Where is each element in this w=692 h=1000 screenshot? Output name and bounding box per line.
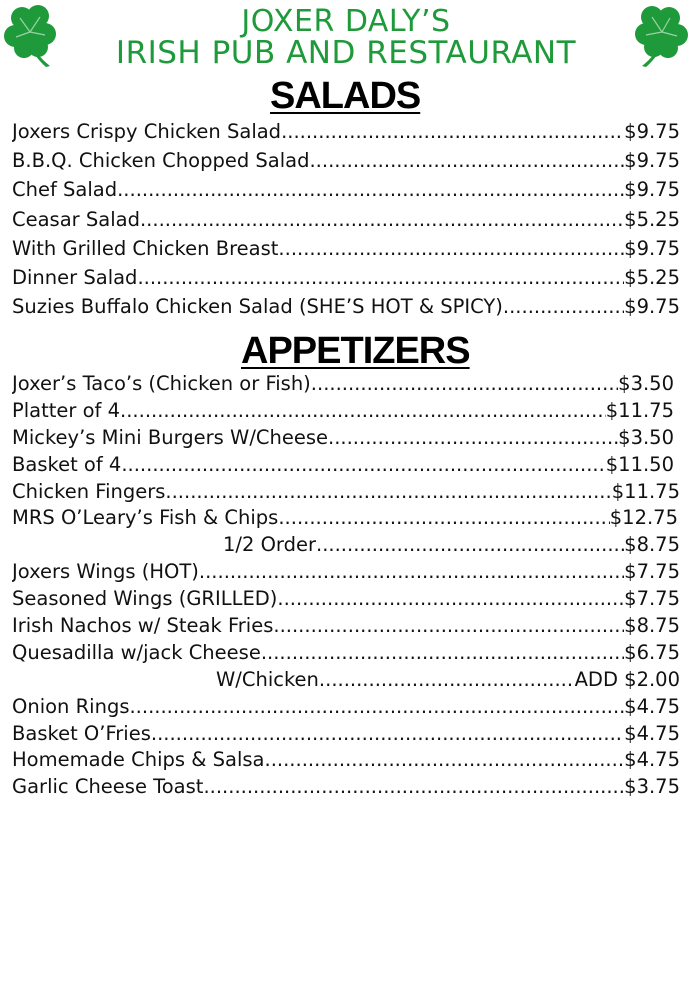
restaurant-name: JOXER DALY’S [241,4,451,39]
item-name: Basket of 4 [12,452,122,476]
item-name: With Grilled Chicken Breast [12,236,279,260]
item-price: $4.75 [624,694,680,718]
item-name: B.B.Q. Chicken Chopped Salad [12,149,310,173]
dot-leader [277,587,624,610]
item-name: Dinner Salad [12,265,138,289]
menu-item [12,266,680,295]
item-price: $3.50 [618,425,674,449]
item-price: $3.75 [624,775,680,799]
menu-item [12,641,680,668]
dot-leader [129,695,624,718]
dot-leader [273,614,624,637]
item-name: MRS O’Leary’s Fish & Chips [12,506,279,530]
item-name: Mickey’s Mini Burgers W/Cheese [12,425,329,449]
item-price: $5.25 [624,207,680,231]
item-name: Ceasar Salad [12,207,140,231]
dot-leader [328,426,618,449]
item-price: $5.25 [624,265,680,289]
item-name: 1/2 Order [223,533,316,557]
menu-item [12,237,680,266]
item-name: Homemade Chips & Salsa [12,748,265,772]
salads-list [12,120,680,324]
item-price: $9.75 [624,236,680,260]
dot-leader [137,266,624,289]
menu-item [12,295,680,324]
menu-item [12,399,674,426]
item-price: $3.50 [618,372,674,395]
menu-item [12,453,674,480]
dot-leader [121,453,605,476]
item-name: Irish Nachos w/ Steak Fries [12,614,274,638]
item-price: $4.75 [624,748,680,772]
menu-item [12,208,680,237]
item-name: W/Chicken [216,667,319,691]
menu-item [12,695,680,722]
item-name: Chicken Fingers [12,479,166,503]
dot-leader [281,120,624,143]
item-price: ADD $2.00 [574,667,680,691]
dot-leader [203,775,624,798]
menu-item [12,480,680,507]
item-name: Quesadilla w/jack Cheese [12,640,261,664]
item-price: $7.75 [624,560,680,584]
item-price: $9.75 [624,295,680,319]
menu-item [12,372,674,399]
restaurant-subtitle: IRISH PUB AND RESTAURANT [115,35,577,71]
item-price: $6.75 [624,640,680,664]
item-name: Suzies Buffalo Chicken Salad (SHE’S HOT & SPICY) [12,295,503,319]
dot-leader [265,748,625,771]
menu-item [12,178,680,207]
item-price: $11.75 [605,398,674,422]
item-name: Joxers Crispy Chicken Salad [12,120,282,143]
menu-item [12,506,678,533]
item-price: $9.75 [624,149,680,173]
menu-item [12,149,680,178]
menu-item [12,560,680,587]
item-name: Platter of 4 [12,398,121,422]
salads-heading: SALADS [270,75,421,117]
item-name: Chef Salad [12,178,118,202]
item-price: $11.75 [611,479,680,503]
item-name: Basket O’Fries [12,721,151,745]
item-price: $8.75 [624,533,680,557]
item-price: $4.75 [624,721,680,745]
dot-leader [311,372,618,395]
menu-item [12,748,680,775]
dot-leader [140,208,624,231]
appetizers-heading: APPETIZERS [241,330,470,372]
menu-item [12,668,680,695]
item-name: Seasoned Wings (GRILLED) [12,587,278,611]
item-price: $9.75 [624,178,680,202]
menu-item [12,722,680,749]
item-price: $12.75 [609,506,678,530]
dot-leader [319,668,575,691]
menu-item [12,614,680,641]
item-price: $9.75 [624,120,680,143]
dot-leader [503,295,624,318]
dot-leader [278,506,609,529]
menu-item [12,426,674,453]
item-name: Garlic Cheese Toast [12,775,204,799]
dot-leader [151,722,624,745]
dot-leader [316,533,624,556]
dot-leader [278,237,624,260]
dot-leader [309,149,624,172]
item-name: Joxer’s Taco’s (Chicken or Fish) [12,372,311,395]
menu-item [12,775,680,802]
dot-leader [117,178,624,201]
dot-leader [261,641,624,664]
item-price: $8.75 [624,614,680,638]
item-name: Joxers Wings (HOT) [12,560,199,584]
menu-item [12,120,680,149]
item-name: Onion Rings [12,694,130,718]
dot-leader [120,399,606,422]
menu-item [12,587,680,614]
menu-item [12,533,680,560]
item-price: $7.75 [624,587,680,611]
dot-leader [199,560,624,583]
item-price: $11.50 [605,452,674,476]
dot-leader [165,480,611,503]
appetizers-list [12,372,680,802]
